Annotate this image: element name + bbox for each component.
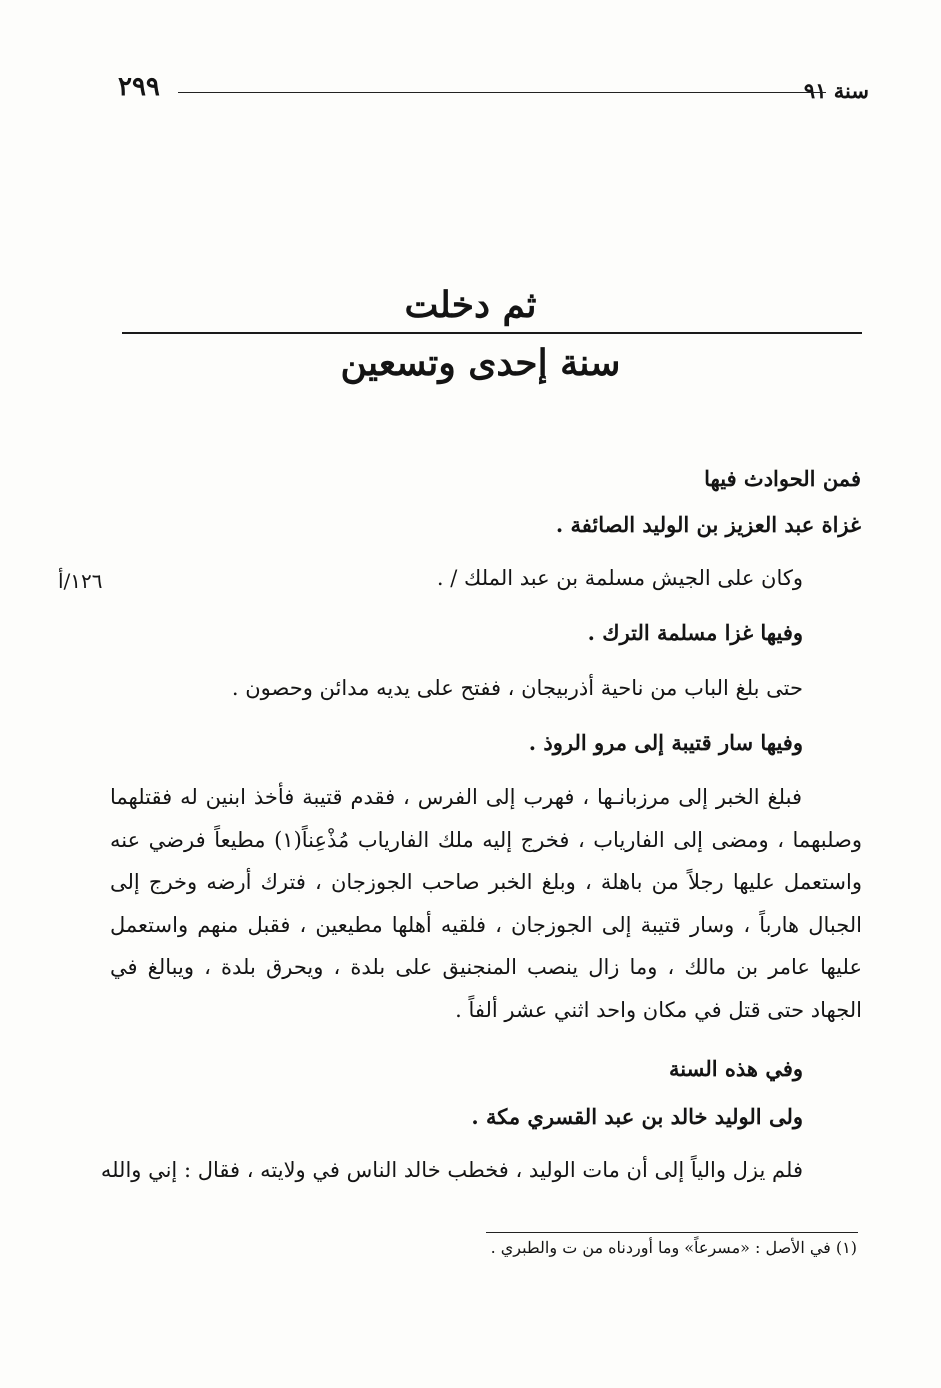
footnote: (١) في الأصل : «مسرعاً» وما أوردناه من ت والطبري . (490, 1238, 857, 1257)
chapter-title-line2: سنة إحدى وتسعين (340, 342, 621, 384)
body-line: وكان على الجيش مسلمة بن عبد الملك / . (436, 566, 803, 590)
event-heading: وفي هذه السنة (669, 1056, 803, 1081)
running-title: سنة ٩١ (803, 78, 869, 103)
event-heading: وفيها سار قتيبة إلى مرو الروذ . (528, 730, 803, 755)
event-heading: غزاة عبد العزيز بن الوليد الصائفة . (555, 512, 861, 537)
header-rule (178, 92, 826, 93)
page-number: ٢٩٩ (118, 72, 160, 102)
section-heading: فمن الحوادث فيها (704, 466, 861, 491)
body-line: فلم يزل والياً إلى أن مات الوليد ، فخطب خالد الناس في ولايته ، فقال : إني والله (100, 1158, 803, 1182)
chapter-title-line1: ثم دخلت (404, 284, 537, 326)
body-paragraph: فبلغ الخبر إلى مرزبانـها ، فهرب إلى الفرس ، فقدم قتيبة فأخذ ابنين له فقتلهما وصلبهما ، ومضى إلى الفارياب ، فخرج إليه ملك الفارياب مُذْعِناً(١) مطيعاً فرضي عنه واستعمل عليها رجلاً من باهلة ، وبلغ الخبر صاحب الجوزجان ، فترك أرضه وخرج إلى الجبال هارباً ، وسار قتيبة إلى الجوزجان ، فلقيه أهلها مطيعين ، فقبل منهم واستعمل عليها عامر بن مالك ، وما زال ينصب المنجنيق على بلدة ، ويحرق بلدة ، ويبالغ في الجهاد حتى قتل في مكان واحد اثني عشر ألفاً . (110, 785, 863, 1022)
footnote-rule (486, 1232, 858, 1233)
event-heading: وفيها غزا مسلمة الترك . (587, 620, 803, 645)
body-line: حتى بلغ الباب من ناحية أذربيجان ، ففتح على يديه مدائن وحصون . (231, 676, 803, 700)
title-rule (122, 332, 862, 334)
event-heading: ولى الوليد خالد بن عبد القسري مكة . (471, 1104, 803, 1129)
manuscript-folio-note: ١٢٦/أ (58, 569, 103, 593)
